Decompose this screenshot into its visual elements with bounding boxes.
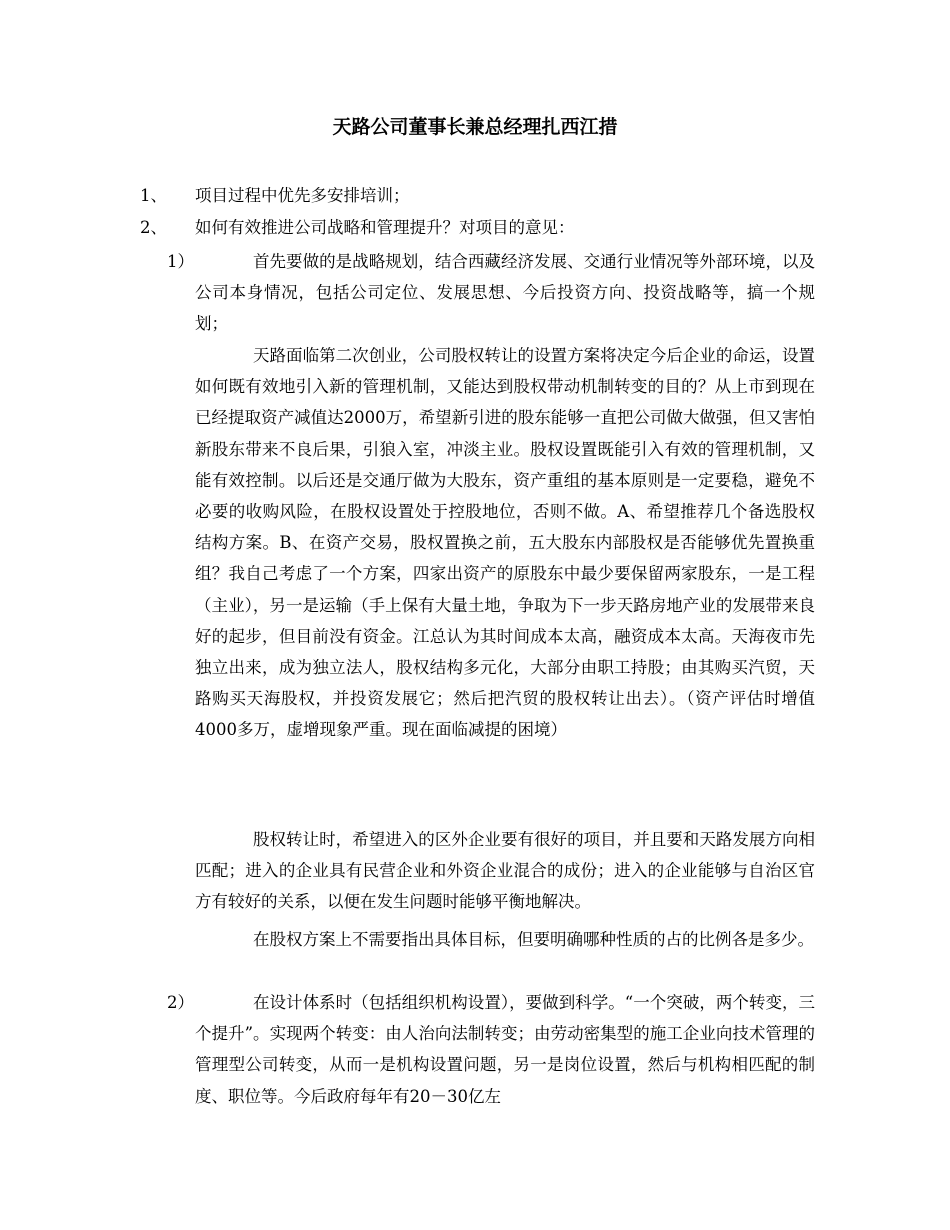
list-item-text: 如何有效推进公司战略和管理提升？对项目的意见：: [195, 218, 575, 237]
list-item-number: 1、: [140, 186, 167, 205]
list-item-number: 2、: [140, 218, 167, 237]
paragraph: 在设计体系时（包括组织机构设置），要做到科学。“一个突破，两个转变，三个提升”。实现两个转变：由人治向法制转变；由劳动密集型的施工企业向技术管理的管理型公司转变，从而一是机构设置问题，另一是岗位设置，然后与机构相匹配的制度、职位等。今后政府每年有20－30亿左: [195, 993, 815, 1106]
paragraph: 在股权方案上不需要指出具体目标，但要明确哪种性质的占的比例各是多少。: [253, 930, 814, 949]
subitem-number: 2）: [167, 993, 194, 1012]
paragraph: 首先要做的是战略规划，结合西藏经济发展、交通行业情况等外部环境，以及公司本身情况，包括公司定位、发展思想、今后投资方向、投资战略等，搞一个规划；: [195, 252, 815, 334]
paragraph: 股权转让时，希望进入的区外企业要有很好的项目，并且要和天路发展方向相匹配；进入的企业具有民营企业和外资企业混合的成份；进入的企业能够与自治区官方有较好的关系，以便在发生问题时能够平衡地解决。: [195, 830, 815, 912]
subitem-number: 1）: [167, 252, 194, 271]
page-title: 天路公司董事长兼总经理扎西江措: [332, 116, 618, 138]
list-item-text: 项目过程中优先多安排培训；: [195, 186, 410, 205]
paragraph: 天路面临第二次创业，公司股权转让的设置方案将决定今后企业的命运，设置如何既有效地引入新的管理机制，又能达到股权带动机制转变的目的？从上市到现在已经提取资产减值达2000万，希望新引进的股东能够一直把公司做大做强，但又害怕新股东带来不良后果，引狼入室，冲淡主业。股权设置既能引入有效的管理机制，又能有效控制。以后还是交通厅做为大股东，资产重组的基本原则是一定要稳，避免不必要的收购风险，在股权设置处于控股地位，否则不做。A、希望推荐几个备选股权结构方案。B、在资产交易，股权置换之前，五大股东内部股权是否能够优先置换重组？我自己考虑了一个方案，四家出资产的原股东中最少要保留两家股东，一是工程（主业），另一是运输（手上保有大量土地，争取为下一步天路房地产业的发展带来良好的起步，但目前没有资金。江总认为其时间成本太高，融资成本太高。天海夜市先独立出来，成为独立法人，股权结构多元化，大部分由职工持股；由其购买汽贸，天路购买天海股权，并投资发展它；然后把汽贸的股权转让出去）。（资产评估时增值4000多万，虚增现象严重。现在面临减提的困境）: [195, 346, 815, 740]
